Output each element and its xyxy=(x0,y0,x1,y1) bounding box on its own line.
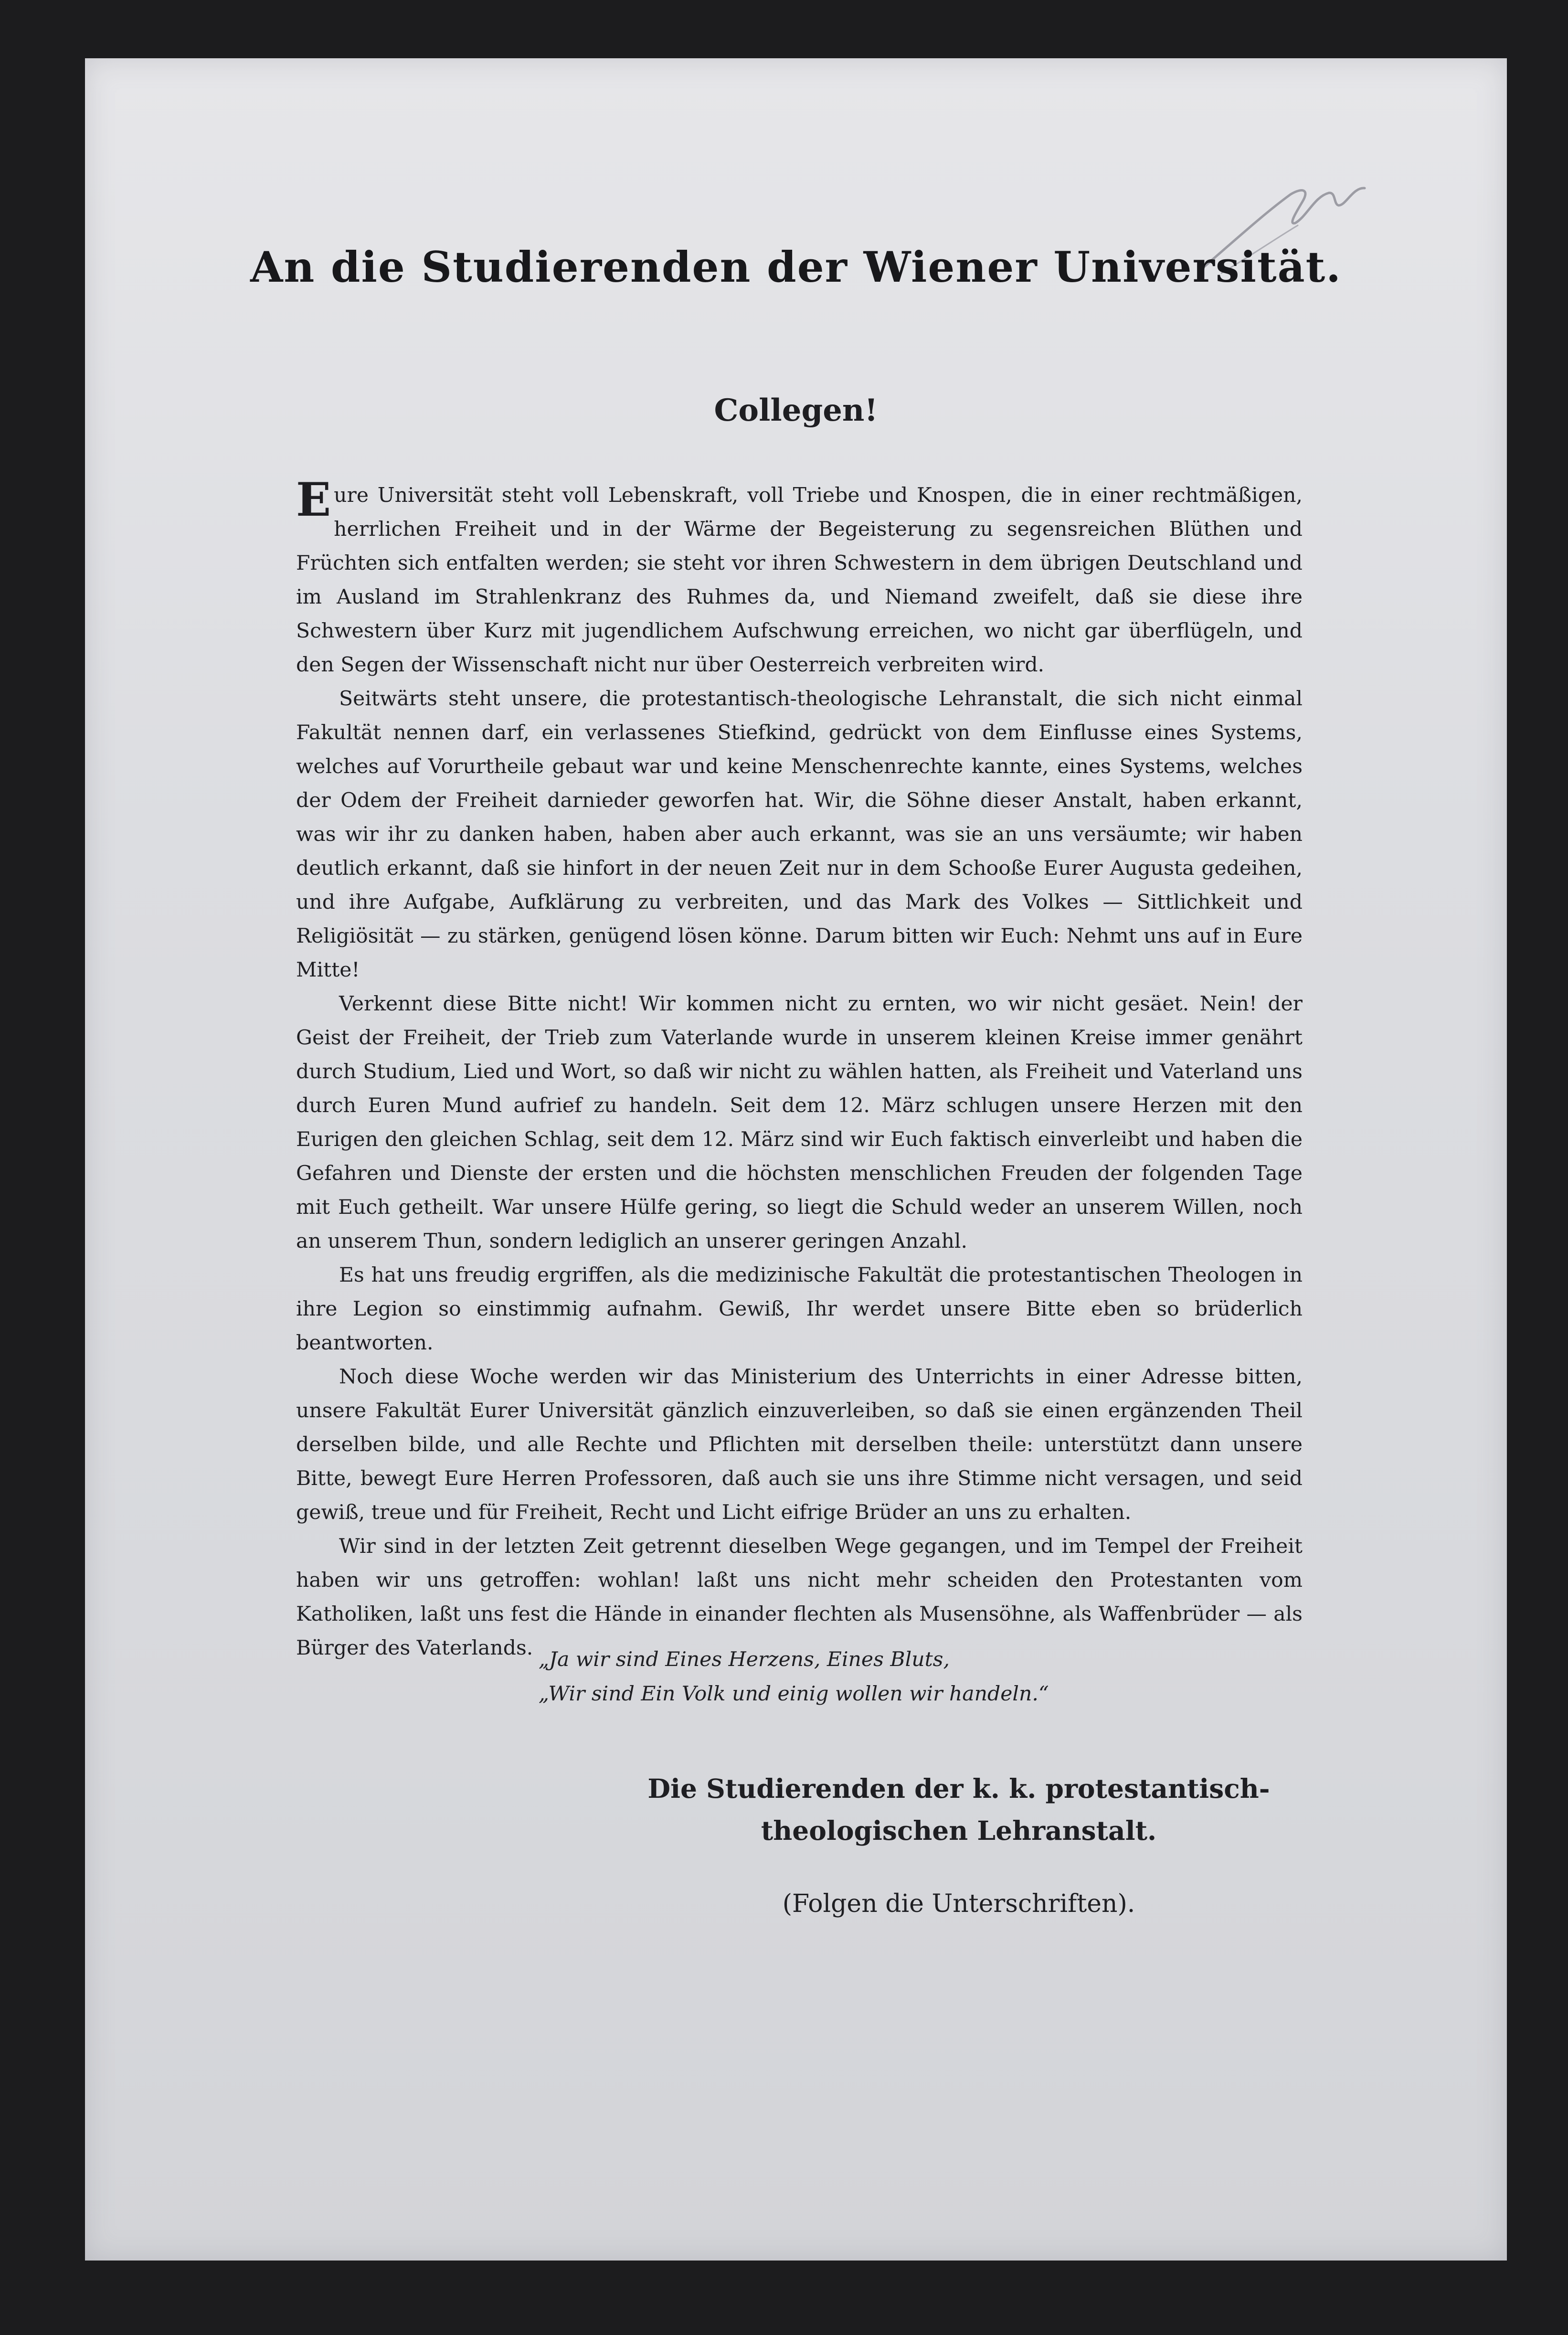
paragraph: Es hat uns freudig ergriffen, als die medizinische Fakultät die protestantischen Theologen in ihre Legion so einstimmig aufnahm. Gewiß, Ihr werdet unsere Bitte eben so brüderlich beantworten. xyxy=(296,1263,1303,1355)
paragraph: Eure Universität steht voll Lebenskraft, voll Triebe und Knospen, die in einer rechtmäßigen, herrlichen Freiheit und in der Wärme der Begeisterung zu segensreichen Blüthen und Früchten sich entfalten werden; sie steht vor ihren Schwestern in dem übrigen Deutschland und im Ausland im Strahlenkranz des Ruhmes da, und Niemand zweifelt, daß sie diese ihre Schwestern über Kurz mit jugendlichem Aufschwung erreichen, wo nicht gar überflügeln, und den Segen der Wissenschaft nicht nur über Oesterreich verbreiten wird. xyxy=(296,473,1303,677)
document-sheet xyxy=(85,58,1507,2261)
salutation: Collegen! xyxy=(714,393,878,428)
motto-quote xyxy=(539,1643,1255,1711)
signature-block: Die Studierenden der k. k. protestantisch-theologischen Lehranstalt. xyxy=(647,1773,1270,1846)
body-text xyxy=(296,473,1303,1665)
paragraph: Wir sind in der letzten Zeit getrennt dieselben Wege gegangen, und im Tempel der Freiheit haben wir uns getroffen: wohlan! laßt uns nicht mehr scheiden den Protestanten vom Katholiken, laßt uns fest die Hände in einander flechten als Musensöhne, als Waffenbrüder — als Bürger des Vaterlands. xyxy=(296,1535,1303,1660)
motto-line: „Wir sind Ein Volk und einig wollen wir handeln.“ xyxy=(539,1682,1049,1706)
paragraph: Noch diese Woche werden wir das Ministerium des Unterrichts in einer Adresse bitten, unsere Fakultät Eurer Universität gänzlich einzuverleiben, so daß sie einen ergänzenden Theil derselben bilde, und alle Rechte und Pflichten mit derselben theile: unterstützt dann unsere Bitte, bewegt Eure Herren Professoren, daß auch sie uns ihre Stimme nicht versagen, und seid gewiß, treue und für Freiheit, Recht und Licht eifrige Brüder an uns zu erhalten. xyxy=(296,1365,1303,1524)
paragraph: Verkennt diese Bitte nicht! Wir kommen nicht zu ernten, wo wir nicht gesäet. Nein! der Geist der Freiheit, der Trieb zum Vaterlande wurde in unserem kleinen Kreise immer genährt durch Studium, Lied und Wort, so daß wir nicht zu wählen hatten, als Freiheit und Vaterland uns durch Euren Mund aufrief zu handeln. Seit dem 12. März schlugen unsere Herzen mit den Eurigen den gleichen Schlag, seit dem 12. März sind wir Euch faktisch einverleibt und haben die Gefahren und Dienste der ersten und die höchsten menschlichen Freuden der folgenden Tage mit Euch getheilt. War unsere Hülfe gering, so liegt die Schuld weder an unserem Willen, noch an unserem Thun, sondern lediglich an unserer geringen Anzahl. xyxy=(296,992,1303,1253)
paragraph: Seitwärts steht unsere, die protestantisch-theologische Lehranstalt, die sich nicht einmal Fakultät nennen darf, ein verlassenes Stiefkind, gedrückt von dem Einflusse eines Systems, welches auf Vorurtheile gebaut war und keine Menschenrechte kannte, eines Systems, welches der Odem der Freiheit darnieder geworfen hat. Wir, die Söhne dieser Anstalt, haben erkannt, was wir ihr zu danken haben, haben aber auch erkannt, was sie an uns versäumte; wir haben deutlich erkannt, daß sie hinfort in der neuen Zeit nur in dem Schooße Eurer Augusta gedeihen, und ihre Aufgabe, Aufklärung zu verbreiten, und das Mark des Volkes — Sittlichkeit und Religiösität — zu stärken, genügend lösen könne. Darum bitten wir Euch: Nehmt uns auf in Eure Mitte! xyxy=(296,687,1303,982)
motto-line: „Ja wir sind Eines Herzens, Eines Bluts, xyxy=(539,1648,950,1671)
signatures-note: (Folgen die Unterschriften). xyxy=(782,1889,1135,1918)
document-title: An die Studierenden der Wiener Universität. xyxy=(250,242,1342,292)
